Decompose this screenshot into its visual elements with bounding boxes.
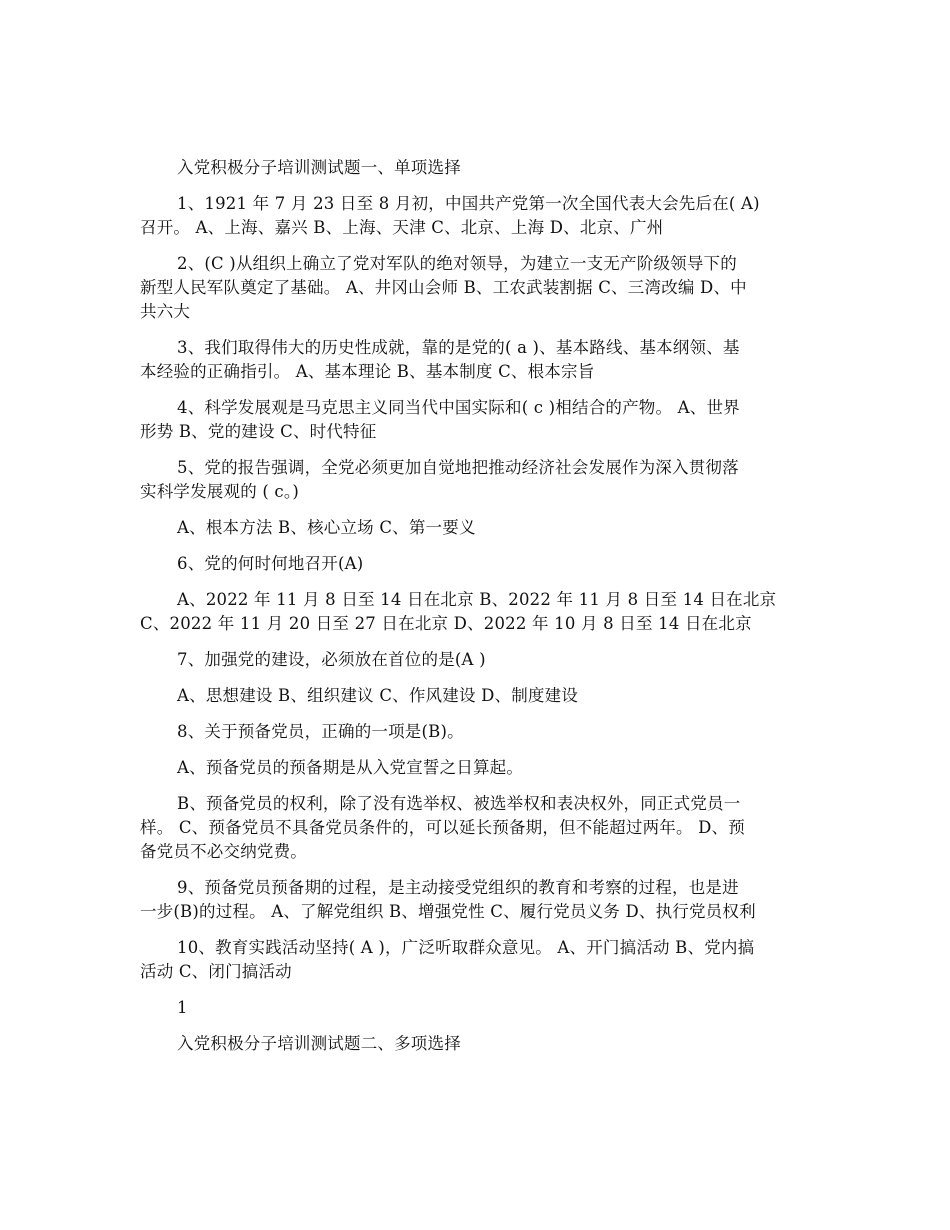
- text-line: 样。 C、预备党员不具备党员条件的，可以延长预备期，但不能超过两年。 D、预: [140, 818, 745, 837]
- text-line: 6、党的何时何地召开(A): [177, 554, 364, 573]
- text-line: B、预备党员的权利，除了没有选举权、被选举权和表决权外，同正式党员一: [177, 794, 741, 813]
- text-line: A、根本方法 B、核心立场 C、第一要义: [177, 518, 476, 537]
- question-paragraph: [140, 516, 805, 540]
- text-line: 形势 B、党的建设 C、时代特征: [140, 422, 377, 441]
- question-paragraph: [140, 456, 805, 504]
- document-body: [140, 156, 805, 1068]
- question-paragraph: [140, 336, 805, 384]
- text-line: 活动 C、闭门搞活动: [140, 962, 292, 981]
- text-line: 新型人民军队奠定了基础。 A、井冈山会师 B、工农武装割据 C、三湾改编 D、中: [140, 278, 747, 297]
- question-paragraph: [140, 792, 805, 864]
- text-line: 1: [177, 998, 188, 1017]
- question-paragraph: [140, 756, 805, 780]
- text-line: A、2022 年 11 月 8 日至 14 日在北京 B、2022 年 11 月 8 日至 14 日在北京: [177, 590, 777, 609]
- page-number: [140, 996, 805, 1020]
- text-line: 共六大: [140, 302, 191, 321]
- question-paragraph: [140, 192, 805, 240]
- text-line: 3、我们取得伟大的历史性成就，靠的是党的( a )、基本路线、基本纲领、基: [177, 338, 740, 357]
- text-line: 9、预备党员预备期的过程，是主动接受党组织的教育和考察的过程，也是进: [177, 878, 739, 897]
- text-line: 4、科学发展观是马克思主义同当代中国实际和( c )相结合的产物。 A、世界: [177, 398, 740, 417]
- text-line: 5、党的报告强调，全党必须更加自觉地把推动经济社会发展作为深入贯彻落: [177, 458, 739, 477]
- text-line: 备党员不必交纳党费。: [140, 842, 307, 861]
- question-paragraph: [140, 396, 805, 444]
- question-paragraph: [140, 588, 805, 636]
- text-line: A、思想建设 B、组织建议 C、作风建设 D、制度建设: [177, 686, 579, 705]
- text-line: 一步(B)的过程。 A、了解党组织 B、增强党性 C、履行党员义务 D、执行党员权利: [140, 902, 756, 921]
- text-line: C、2022 年 11 月 20 日至 27 日在北京 D、2022 年 10 月 8 日至 14 日在北京: [140, 614, 752, 633]
- text-line: 10、教育实践活动坚持( A )，广泛听取群众意见。 A、开门搞活动 B、党内搞: [177, 938, 755, 957]
- text-line: 实科学发展观的 ( c。): [140, 482, 299, 501]
- question-paragraph: [140, 720, 805, 744]
- question-paragraph: [140, 876, 805, 924]
- section-heading: [140, 156, 805, 180]
- question-paragraph: [140, 936, 805, 984]
- text-line: 入党积极分子培训测试题二、多项选择: [177, 1034, 461, 1053]
- question-paragraph: [140, 252, 805, 324]
- question-paragraph: [140, 552, 805, 576]
- question-paragraph: [140, 684, 805, 708]
- text-line: 7、加强党的建设，必须放在首位的是(A ): [177, 650, 486, 669]
- text-line: 2、(C )从组织上确立了党对军队的绝对领导，为建立一支无产阶级领导下的: [177, 254, 737, 273]
- text-line: 入党积极分子培训测试题一、单项选择: [177, 158, 461, 177]
- question-paragraph: [140, 648, 805, 672]
- text-line: 召开。 A、上海、嘉兴 B、上海、天津 C、北京、上海 D、北京、广州: [140, 218, 664, 237]
- text-line: 本经验的正确指引。 A、基本理论 B、基本制度 C、根本宗旨: [140, 362, 595, 381]
- text-line: 1、1921 年 7 月 23 日至 8 月初，中国共产党第一次全国代表大会先后在( A): [177, 194, 760, 213]
- section-heading: [140, 1032, 805, 1056]
- text-line: 8、关于预备党员，正确的一项是(B)。: [177, 722, 464, 741]
- text-line: A、预备党员的预备期是从入党宣誓之日算起。: [177, 758, 524, 777]
